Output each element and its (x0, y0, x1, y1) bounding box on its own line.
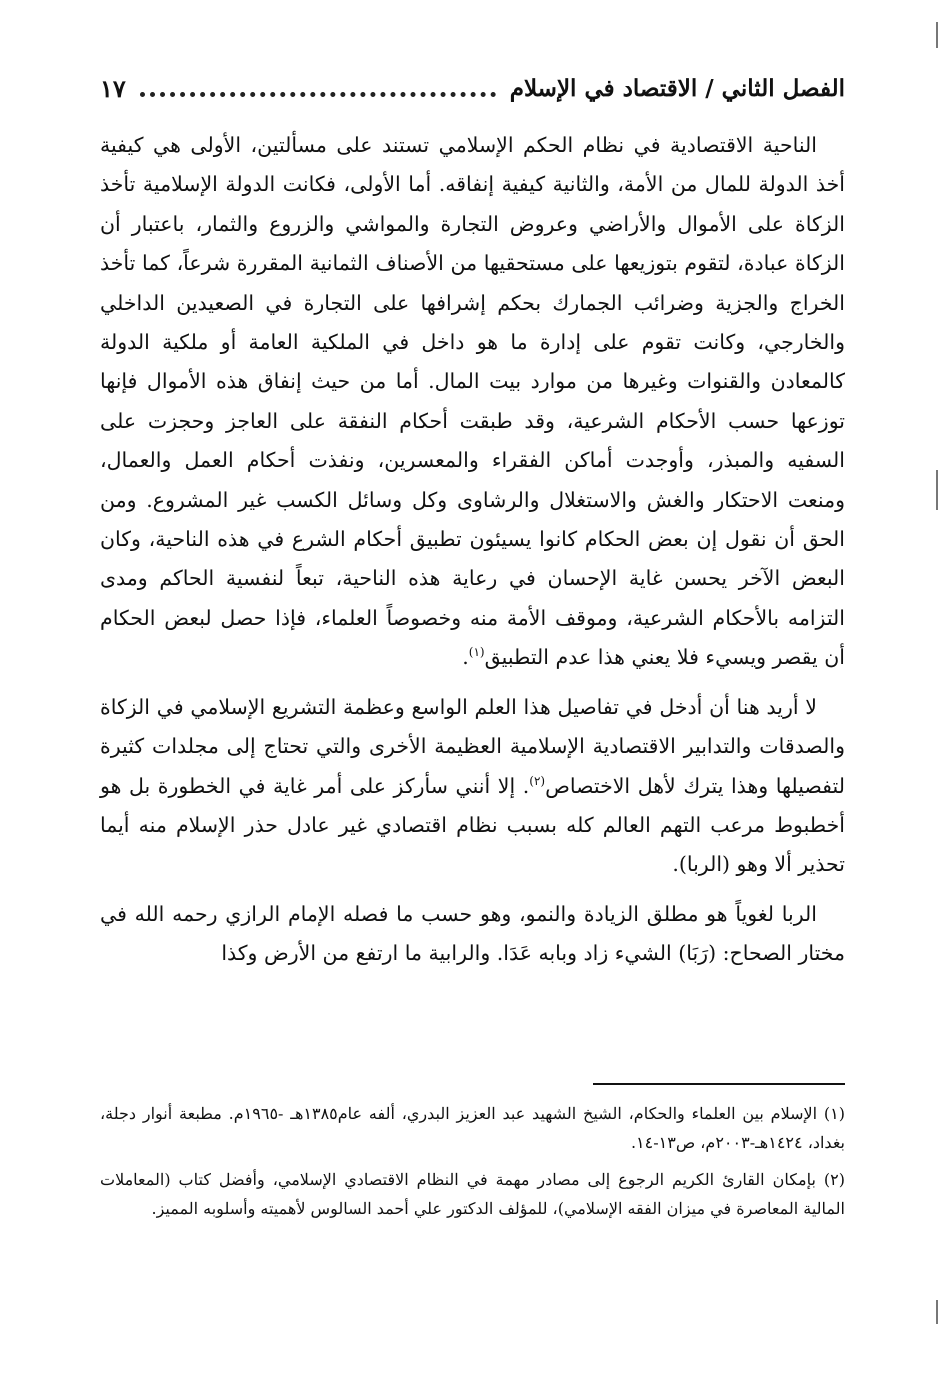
main-text (100, 126, 845, 974)
footnote-ref: (١) (468, 645, 485, 660)
footnote-separator (593, 1083, 845, 1085)
footnotes (100, 1099, 845, 1231)
page-number: ١٧ (100, 73, 126, 103)
paragraph-text-end: . إلا أنني سأركز على أمر غاية في الخطورة بل هو أخطبوط مرعب التهم العالم كله بسبب نظام اقتصادي غير عادل حذر الإسلام منه أيما تحذير ألا وهو (الربا). (100, 773, 845, 877)
paragraph-text-end: . (462, 645, 469, 670)
footnote: (١) الإسلام بين العلماء والحكام، الشيخ الشهيد عبد العزيز البدري، ألفه عام١٣٨٥هـ -١٩٦٥م. مطبعة أنوار دجلة، بغداد، ١٤٢٤هـ-٢٠٠٣م، ص١٣-١٤. (100, 1104, 845, 1152)
running-header (100, 66, 845, 110)
paragraph-text: لا أريد هنا أن أدخل في تفاصيل هذا العلم الواسع وعظمة التشريع الإسلامي في الزكاة والصدقات والتدابير الاقتصادية الإسلامية العظيمة الأخرى والتي تحتاج إلى مجلدات كثيرة لتفصيلها وهذا يترك لأهل الاختصاص (100, 694, 845, 798)
paragraph-text: الناحية الاقتصادية في نظام الحكم الإسلامي تستند على مسألتين، الأولى هي كيفية أخذ الدولة للمال من الأمة، والثانية كيفية إنفاقه. أما الأولى، فكانت الدولة الإسلامية تأخذ الزكاة على الأموال والأراضي وعروض التجارة والمواشي والزروع والثمار، باعتبار أن الزكاة عبادة، لتقوم بتوزيعها على مستحقيها من الأصناف الثمانية المقررة شرعاً، كما تأخذ الخراج والجزية وضرائب الجمارك بحكم إشرافها على التجارة في الصعيدين الداخلي والخارجي، وكانت تقوم على إدارة ما هو داخل في الملكية العامة أو ملكية الدولة كالمعادن والقنوات وغيرها من موارد بيت المال. أما من حيث إنفاق هذه الأموال فإنها توزعها حسب الأحكام الشرعية، وقد طبقت أحكام النفقة على العاجز وحجزت على السفيه والمبذر، وأوجدت أماكن الفقراء والمعسرين، ونفذت أحكام العمل والعمال، ومنعت الاحتكار والغش والاستغلال والرشاوى وكل وسائل الكسب غير المشروع. ومن الحق أن نقول إن بعض الحكام كانوا يسيئون تطبيق أحكام الشرع في هذه الناحية، وكان البعض الآخر يحسن غاية الإحسان في رعاية هذه الناحية، تبعاً لنفسية الحاكم ومدى التزامه بالأحكام الشرعية، وموقف الأمة منه وخصوصاً العلماء، فإذا حصل لبعض الحكام أن يقصر ويسيء فلا يعني هذا عدم التطبيق (100, 133, 845, 670)
scan-margin-mark (936, 22, 938, 48)
paragraph-text: الربا لغوياً هو مطلق الزيادة والنمو، وهو حسب ما فصله الإمام الرازي رحمه الله في مختار الصحاح: (رَبَا) الشيء زاد وبابه عَدَا. والرابية ما ارتفع من الأرض وكذا (100, 901, 845, 966)
paragraph (100, 688, 845, 885)
paragraph (100, 126, 845, 678)
chapter-title: الفصل الثاني / الاقتصاد في الإسلام (509, 74, 845, 102)
scan-margin-mark (936, 1300, 938, 1324)
scan-margin-mark (936, 470, 938, 510)
footnote: (٢) بإمكان القارئ الكريم الرجوع إلى مصادر مهمة في النظام الاقتصادي الإسلامي، وأفضل كتاب (المعاملات المالية المعاصرة في ميزان الفقه الإسلامي)، للمؤلف الدكتور علي أحمد السالوس لأهميته وأسلوبه المميز. (100, 1170, 845, 1218)
footnote-ref: (٢) (529, 773, 546, 788)
header-dot-leader (140, 92, 496, 97)
paragraph (100, 895, 845, 974)
